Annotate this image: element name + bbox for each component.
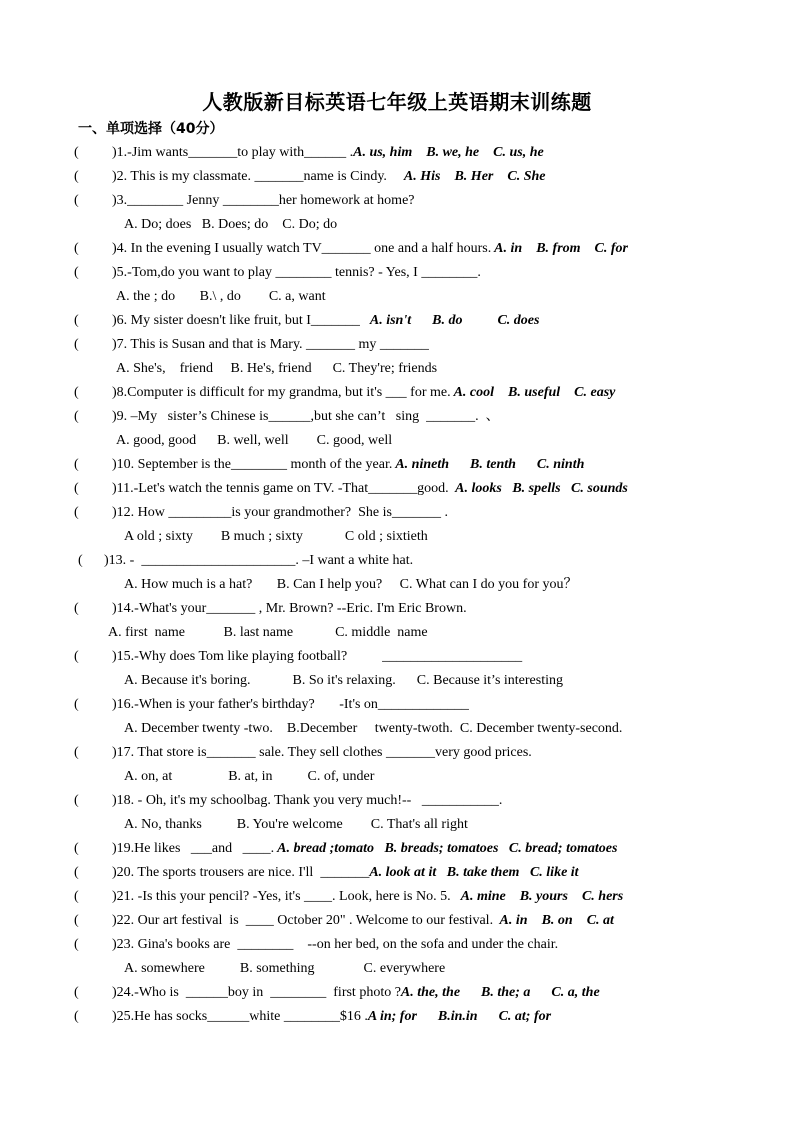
- question-stem: )1.-Jim wants_______to play with______ .: [112, 145, 354, 160]
- question-line: [0, 381, 794, 405]
- answer-blank: (: [74, 1009, 79, 1024]
- question-text: [112, 885, 623, 909]
- option-line: [0, 765, 794, 789]
- question-stem: )6. My sister doesn't like fruit, but I_______: [112, 313, 360, 328]
- section-heading: 一、单项选择（40分）: [78, 121, 224, 137]
- option-line: [0, 957, 794, 981]
- question-line: [0, 141, 794, 165]
- question-stem: )3.________ Jenny ________her homework at home?: [112, 193, 415, 208]
- question-line: [0, 549, 794, 573]
- question-line: [0, 333, 794, 357]
- option-line: [0, 213, 794, 237]
- answer-options: A. looks B. spells C. sounds: [448, 481, 628, 496]
- question-line: [0, 309, 794, 333]
- answer-blank: (: [74, 889, 79, 904]
- answer-blank: (: [74, 505, 79, 520]
- question-line: [0, 261, 794, 285]
- question-stem: )7. This is Susan and that is Mary. _______ my _______: [112, 337, 429, 352]
- answer-blank: (: [74, 241, 79, 256]
- answer-options: A. bread ;tomato B. breads; tomatoes C. bread; tomatoes: [274, 841, 618, 856]
- question-stem: )23. Gina's books are ________ --on her bed, on the sofa and under the chair.: [112, 937, 559, 952]
- option-line: [0, 525, 794, 549]
- question-stem: )13. - ______________________. –I want a white hat.: [104, 553, 414, 568]
- question-line: [0, 909, 794, 933]
- question-text: [112, 909, 614, 933]
- answer-blank: (: [78, 553, 83, 568]
- question-text: [112, 933, 558, 957]
- question-stem: )22. Our art festival is ____ October 20" . Welcome to our festival.: [112, 913, 494, 928]
- option-text: A. She's, friend B. He's, friend C. They're; friends: [116, 361, 438, 376]
- option-text: A old ; sixty B much ; sixty C old ; sixtieth: [124, 529, 428, 544]
- question-line: [0, 861, 794, 885]
- question-text: [104, 549, 413, 573]
- option-text: A. on, at B. at, in C. of, under: [124, 769, 375, 784]
- question-text: [112, 333, 429, 357]
- question-line: [0, 501, 794, 525]
- question-stem: )21. -Is this your pencil? -Yes, it's ____. Look, here is No. 5.: [112, 889, 451, 904]
- option-line: [0, 813, 794, 837]
- question-line: [0, 645, 794, 669]
- question-line: [0, 885, 794, 909]
- answer-blank: (: [74, 649, 79, 664]
- question-text: [112, 981, 600, 1005]
- question-stem: )12. How _________is your grandmother? She is_______ .: [112, 505, 448, 520]
- option-line: [0, 285, 794, 309]
- answer-blank: (: [74, 457, 79, 472]
- question-text: [112, 165, 545, 189]
- option-line: [0, 669, 794, 693]
- question-line: [0, 189, 794, 213]
- question-text: [112, 477, 628, 501]
- answer-blank: (: [74, 841, 79, 856]
- question-text: [112, 381, 615, 405]
- question-text: [112, 237, 628, 261]
- question-text: [112, 789, 502, 813]
- question-stem: )20. The sports trousers are nice. I'll _______: [112, 865, 370, 880]
- question-text: [112, 861, 579, 885]
- question-line: [0, 1005, 794, 1029]
- option-text: A. How much is a hat? B. Can I help you? C. What can I do you for you？: [124, 577, 578, 592]
- answer-options: A in; for B.in.in C. at; for: [367, 1009, 552, 1024]
- question-text: [112, 453, 584, 477]
- option-text: A. No, thanks B. You're welcome C. That's all right: [124, 817, 468, 832]
- page-title: 人教版新目标英语七年级上英语期末训练题: [202, 90, 592, 114]
- question-stem: )2. This is my classmate. _______name is Cindy.: [112, 169, 387, 184]
- answer-blank: (: [74, 793, 79, 808]
- question-stem: )5.-Tom,do you want to play ________ tennis? - Yes, I ________.: [112, 265, 481, 280]
- question-line: [0, 741, 794, 765]
- question-stem: )14.-What's your_______ , Mr. Brown? --Eric. I'm Eric Brown.: [112, 601, 467, 616]
- question-line: [0, 453, 794, 477]
- question-line: [0, 693, 794, 717]
- question-stem: )11.-Let's watch the tennis game on TV. -That_______good.: [112, 481, 449, 496]
- option-text: A. the ; do B.\ , do C. a, want: [116, 289, 326, 304]
- answer-blank: (: [74, 481, 79, 496]
- question-text: [112, 141, 544, 165]
- answer-blank: (: [74, 337, 79, 352]
- question-line: [0, 933, 794, 957]
- answer-blank: (: [74, 937, 79, 952]
- option-line: [0, 717, 794, 741]
- question-stem: )9. –My sister’s Chinese is______,but she can’t sing _______. 、: [112, 409, 500, 424]
- question-list: [0, 141, 794, 1029]
- question-line: [0, 405, 794, 429]
- question-stem: )16.-When is your father's birthday? -It's on_____________: [112, 697, 469, 712]
- option-text: A. somewhere B. something C. everywhere: [124, 961, 446, 976]
- question-text: [112, 405, 500, 429]
- option-line: [0, 357, 794, 381]
- answer-options: A. in B. on C. at: [493, 913, 614, 928]
- option-text: A. first name B. last name C. middle name: [108, 625, 428, 640]
- question-text: [112, 309, 539, 333]
- answer-options: A. us, him B. we, he C. us, he: [353, 145, 544, 160]
- question-line: [0, 597, 794, 621]
- question-line: [0, 837, 794, 861]
- answer-blank: (: [74, 193, 79, 208]
- answer-blank: (: [74, 601, 79, 616]
- question-text: [112, 597, 467, 621]
- option-line: [0, 429, 794, 453]
- option-text: A. good, good B. well, well C. good, well: [116, 433, 393, 448]
- question-text: [112, 189, 415, 213]
- answer-blank: (: [74, 745, 79, 760]
- option-line: [0, 621, 794, 645]
- question-stem: )18. - Oh, it's my schoolbag. Thank you very much!-- ___________.: [112, 793, 503, 808]
- option-text: A. Because it's boring. B. So it's relaxing. C. Because it’s interesting: [124, 673, 563, 688]
- question-stem: )19.He likes ___and ____.: [112, 841, 275, 856]
- answer-options: A. nineth B. tenth C. ninth: [392, 457, 585, 472]
- question-stem: )24.-Who is ______boy in ________ first photo ?: [112, 985, 401, 1000]
- answer-blank: (: [74, 385, 79, 400]
- question-line: [0, 237, 794, 261]
- answer-options: A. look at it B. take them C. like it: [369, 865, 579, 880]
- answer-blank: (: [74, 265, 79, 280]
- question-stem: )25.He has socks______white ________$16 .: [112, 1009, 368, 1024]
- question-text: [112, 501, 448, 525]
- question-text: [112, 741, 532, 765]
- answer-blank: (: [74, 985, 79, 1000]
- question-line: [0, 477, 794, 501]
- answer-blank: (: [74, 697, 79, 712]
- question-stem: )8.Computer is difficult for my grandma, but it's ___ for me.: [112, 385, 451, 400]
- answer-options: A. cool B. useful C. easy: [450, 385, 616, 400]
- answer-blank: (: [74, 913, 79, 928]
- question-stem: )10. September is the________ month of the year.: [112, 457, 393, 472]
- answer-options: A. in B. from C. for: [491, 241, 628, 256]
- option-line: [0, 573, 794, 597]
- question-stem: )15.-Why does Tom like playing football? ____________________: [112, 649, 523, 664]
- question-text: [112, 1005, 551, 1029]
- question-text: [112, 693, 469, 717]
- question-stem: )4. In the evening I usually watch TV_______ one and a half hours.: [112, 241, 492, 256]
- question-text: [112, 645, 522, 669]
- question-line: [0, 981, 794, 1005]
- answer-blank: (: [74, 145, 79, 160]
- answer-blank: (: [74, 409, 79, 424]
- question-stem: )17. That store is_______ sale. They sell clothes _______very good prices.: [112, 745, 532, 760]
- question-text: [112, 837, 617, 861]
- option-text: A. December twenty -two. B.December twenty-twoth. C. December twenty-second.: [124, 721, 623, 736]
- question-line: [0, 789, 794, 813]
- answer-options: A. His B. Her C. She: [386, 169, 546, 184]
- answer-blank: (: [74, 865, 79, 880]
- answer-blank: (: [74, 313, 79, 328]
- answer-options: A. the, the B. the; a C. a, the: [400, 985, 600, 1000]
- option-text: A. Do; does B. Does; do C. Do; do: [124, 217, 338, 232]
- question-line: [0, 165, 794, 189]
- answer-options: A. isn't B. do C. does: [359, 313, 540, 328]
- answer-options: A. mine B. yours C. hers: [450, 889, 624, 904]
- question-text: [112, 261, 481, 285]
- answer-blank: (: [74, 169, 79, 184]
